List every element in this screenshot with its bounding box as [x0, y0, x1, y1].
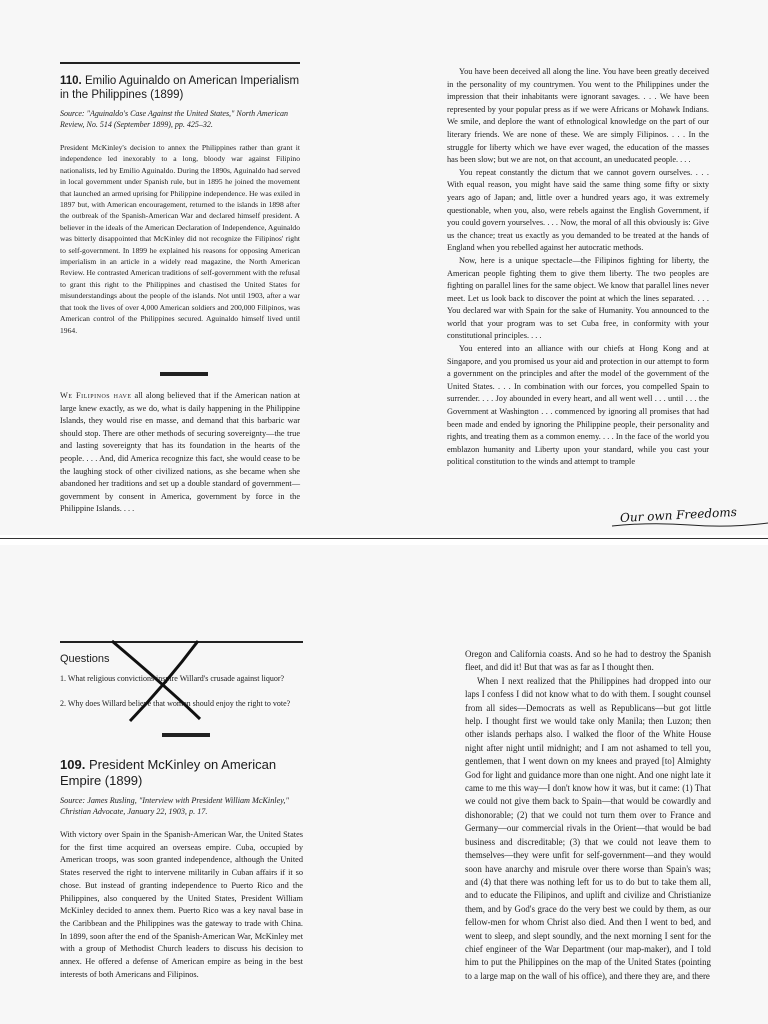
doc109-title — [60, 757, 303, 789]
doc110-left-column — [60, 74, 300, 336]
doc110-source: Source: "Aguinaldo's Case Against the United States," North American Review, No. 514 (September 1899), pp. 425–32. — [60, 109, 289, 129]
right-paragraph-3: Now, here is a unique spectacle—the Filipinos fighting for liberty, the American people fighting them to give them liberty. The two peoples are fighting on parallel lines for the same object. We know that parallel lines never meet. Let us look back to discover the point at which the lines separated. . . . You declared war with Spain for the sake of Humanity. You announced to the world that your program was to set Cuba free, in conformity with your constitutional principles. . . . — [447, 255, 709, 341]
bottom-section-divider — [162, 733, 210, 737]
doc110-excerpt-text: all along believed that if the American nation at large knew exactly, as we do, what is daily happening in the Philippine Islands, they would rise en masse, and demand that this barbaric war should stop. There are other methods of securing sovereignty—the true and lasting sovereignty that has its foundation in the hearts of the people. . . . And, did America recognize this fact, she would cease to be the laughing stock of other civilized nations, as she became when she abandoned her traditions and set up a double standard of government—government by consent in America, government by force in the Philippine Islands. . . . — [60, 391, 301, 514]
doc109-title-text: President McKinley on American Empire (1899) — [60, 757, 277, 788]
right-paragraph-b: When I next realized that the Philippines had dropped into our laps I confess I did not know what to do with them. I sought counsel from all sides—Democrats as well as Republicans—but got little help. I thought first we would take only Manila; then Luzon; then other islands perhaps also. I walked the floor of the White House night after night until midnight; and I am not ashamed to tell you, gentlemen, that I went down on my knees and prayed [to] Almighty God for light and guidance more than one night. And one night late it came to me this way—I don't know how it was, but it came: (1) That we could not give them back to Spain—that would be cowardly and dishonorable; (2) that we could not turn them over to France and Germany—our commercial rivals in the Orient—that would be bad business and discreditable; (3) that we could not leave them to themselves—they were unfit for self-government—and they would soon have anarchy and misrule over there worse than Spain's was; and (4) that there was nothing left for us to do but to take them all, and to educate the Filipinos, and uplift and civilize and Christianize them, and by God's grace do the very best we could by them, as our fellow-men for whom Christ also died. And then I went to bed, and went to sleep, and slept soundly, and the next morning I sent for the chief engineer of the War Department (our map-maker), and I told him to put the Philippines on the map of the United States (pointing to a large map on the wall of his office), and there they are, and there — [465, 675, 711, 981]
doc109-number: 109. — [60, 757, 86, 772]
doc110-lead-caps: We Filipinos have — [60, 391, 132, 400]
doc110-excerpt-column — [60, 390, 300, 516]
right-paragraph-2: You repeat constantly the dictum that we cannot govern ourselves. . . . With equal reason, you might have said the same thing some fifty or sixty years ago of Japan; and, little over a hundred years ago, it was extremely questionable, when you, also, were rebels against the English Government, if you could govern yourselves. . . . Now, the moral of all this obviously is: Give us the chance; treat us exactly as you demanded to be treated at the hands of England when you rebelled against her autocratic methods. — [447, 167, 709, 253]
doc109-intro: With victory over Spain in the Spanish-American War, the United States for the first time acquired an overseas empire. Cuba, occupied by American troops, was soon granted independence, although the United States reserved the right to intervene militarily in Cuban affairs if it so chose. But instead of granting independence to Puerto Rico and the Philippines, also conquered by the United States, President William McKinley decided to annex them. Puerto Rico was a key naval base in the Caribbean and the Philippines was the gateway to trade with China. In 1899, soon after the end of the Spanish-American War, McKinley met with a group of Methodist Church leaders to discuss his decision to annex. He offered a defense of American empire as being in the best interests of both Americans and Filipinos. — [60, 830, 303, 979]
handwriting-underline — [610, 520, 768, 530]
bottom-page — [0, 545, 768, 1024]
doc110-excerpt — [60, 390, 300, 516]
doc110-right-column — [447, 66, 709, 469]
section-divider — [160, 372, 208, 376]
doc110-title-text: Emilio Aguinaldo on American Imperialism in the Philippines (1899) — [60, 75, 300, 101]
question-2: 2. Why does Willard believe that women should enjoy the right to vote? — [60, 699, 291, 708]
doc110-title — [60, 74, 300, 102]
doc110-number: 110. — [60, 75, 82, 87]
doc109-right-column — [465, 648, 711, 983]
doc109-left-column — [60, 757, 303, 981]
page-separator — [0, 538, 768, 539]
top-rule — [60, 62, 300, 64]
right-paragraph-1: You have been deceived all along the line. You have been greatly deceived in the personality of my countrymen. You went to the Philippines under the impression that their inhabitants were ignorant savages. . . . We have been represented by your popular press as if we were Africans or Mohawk Indians. We smile, and deplore the want of ethnological knowledge on the part of our literary friends. We are none of these. We are simply Filipinos. . . . In the struggle for liberty which we have ever waged, the education of the masses has been slow; but we are not, on that account, an uneducated people. . . . — [447, 67, 709, 165]
questions-heading: Questions — [60, 653, 110, 665]
doc109-source: Source: James Rusling, "Interview with President William McKinley," Christian Advocate, January 22, 1903, p. 17. — [60, 796, 289, 816]
question-1: 1. What religious convictions inspire Willard's crusade against liquor? — [60, 674, 285, 683]
right-paragraph-a: Oregon and California coasts. And so he had to destroy the Spanish fleet, and did it! But that was as far as I thought then. — [465, 649, 711, 673]
cross-out-mark — [100, 635, 220, 725]
doc110-intro: President McKinley's decision to annex the Philippines rather than grant it independence led inexorably to a long, bloody war against Filipino nationalists, led by Emilio Aguinaldo. During the 1890s, Aguinaldo had served in local government under Spanish rule, but in 1895 he joined the movement that launched an armed uprising for Philippine independence. He was exiled in 1897 but, with American encouragement, returned to the islands in 1898 after the outbreak of the Spanish-American War and declared himself president. A believer in the ideals of the American Declaration of Independence, Aguinaldo was bitterly disappointed that McKinley did not recognize the Filipinos' right to self-government. In 1899 he explained his reasons for opposing American imperialism in an article in a widely read magazine, the North American Review. He contrasted American traditions of self-government with the refusal to grant this right to the Philippines and chastised the United States for misunderstandings about the people of the islands. Not until 1903, after a war that took the lives of over 4,000 American soldiers and 200,000 Filipinos, was American control of the Philippines secured. Aguinaldo himself lived until 1964. — [60, 143, 300, 335]
right-paragraph-4: You entered into an alliance with our chiefs at Hong Kong and at Singapore, and you promised us your aid and protection in our attempt to form a government on the principles and after the model of the government of the United States. . . . In combination with our forces, you compelled Spain to surrender. . . . Joy abounded in every heart, and all went well . . . until . . . the Government at Washington . . . commenced by ignoring all promises that had been made and ended by ignoring the Philippine people, their personality and rights, and treating them as a common enemy. . . . In the face of the world you emblazon humanity and Liberty upon your standard, while you cast your political constitution to the winds and attempt to trample — [447, 344, 709, 467]
handwritten-annotation: Our own Freedoms — [619, 504, 738, 526]
